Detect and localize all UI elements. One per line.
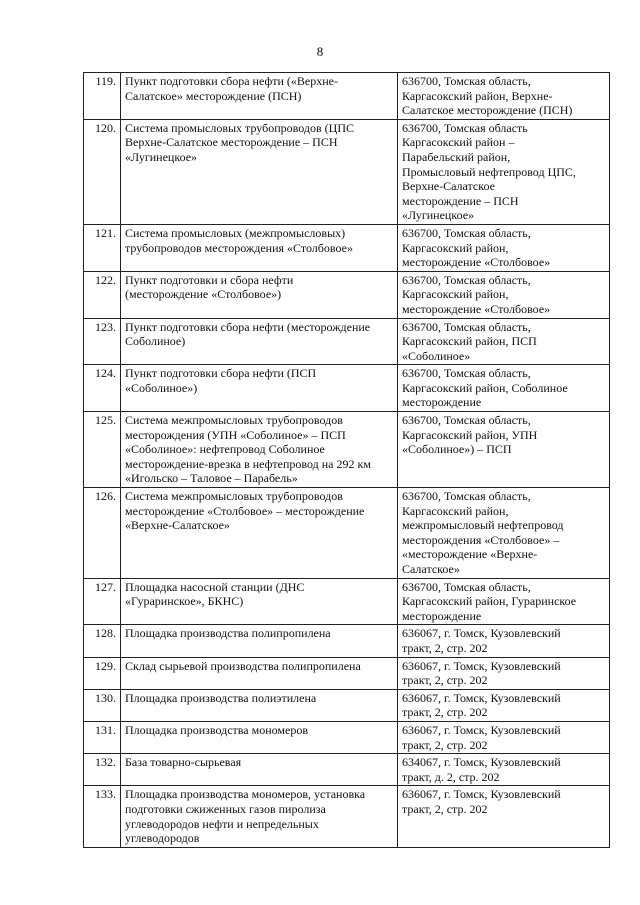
object-name: Склад сырьевой производства полипропилена [125, 658, 361, 673]
row-number: 124. [95, 366, 116, 381]
object-name-cell [121, 721, 398, 753]
object-name-cell [121, 689, 398, 721]
row-number: 121. [95, 225, 116, 240]
object-address: 636700, Томская область, Каргасокский район, месторождение «Столбовое» [402, 225, 551, 270]
object-address: 636067, г. Томск, Кузовлевский тракт, 2, стр. 202 [402, 658, 561, 688]
object-name-cell [121, 488, 398, 579]
object-address: 636067, г. Томск, Кузовлевский тракт, 2, стр. 202 [402, 626, 561, 655]
object-name: Площадка производства мономеров, установка подготовки сжиженных газов пиролиза углеводородов нефти и непредельных углеводородов [125, 787, 366, 846]
object-address: 636700, Томская область, Каргасокский район, межпромысловый нефтепровод месторождения «Столбовое» – «месторождение «Верхне- Салатское» [402, 489, 564, 576]
table-row [84, 625, 610, 657]
row-number-cell [84, 318, 121, 365]
object-name: Пункт подготовки сбора нефти (ПСП «Соболиное») [125, 366, 317, 395]
object-address: 636700, Томская область, Каргасокский район, Соболиное месторождение [402, 366, 568, 410]
object-address-cell [398, 689, 610, 721]
table-row [84, 365, 610, 412]
object-name-cell [121, 271, 398, 318]
object-address-cell [398, 578, 610, 625]
object-address-cell [398, 412, 610, 488]
object-address: 636700, Томская область, Каргасокский район, ПСП «Соболиное» [402, 319, 537, 363]
object-address: 636700, Томская область, Каргасокский район, УПН «Соболиное») – ПСП [402, 413, 538, 457]
object-address-cell [398, 786, 610, 847]
object-name-cell [121, 119, 398, 224]
row-number: 131. [95, 722, 116, 737]
row-number-cell [84, 625, 121, 657]
row-number: 127. [95, 579, 116, 594]
object-name-cell [121, 625, 398, 657]
object-address: 636700, Томская область, Каргасокский район, месторождение «Столбовое» [402, 272, 551, 316]
object-name-cell [121, 754, 398, 786]
table-row [84, 754, 610, 786]
object-address: 636067, г. Томск, Кузовлевский тракт, 2, стр. 202 [402, 787, 561, 816]
object-name: База товарно-сырьевая [125, 755, 242, 770]
row-number: 122. [95, 272, 116, 287]
row-number-cell [84, 786, 121, 847]
object-address-cell [398, 119, 610, 224]
object-address-cell [398, 224, 610, 271]
row-number-cell [84, 119, 121, 224]
registry-table-body [84, 73, 610, 848]
object-name: Площадка производства мономеров [125, 722, 309, 737]
object-address-cell [398, 657, 610, 689]
table-row [84, 73, 610, 120]
object-name: Система межпромысловых трубопроводов месторождение «Столбовое» – месторождение «Верхне-Салатское» [125, 489, 365, 533]
object-name-cell [121, 786, 398, 847]
table-row [84, 578, 610, 625]
table-row [84, 119, 610, 224]
row-number: 123. [95, 319, 116, 334]
object-name: Площадка производства полипропилена [125, 626, 331, 641]
object-name-cell [121, 578, 398, 625]
row-number-cell [84, 412, 121, 488]
row-number: 132. [95, 755, 116, 770]
row-number-cell [84, 754, 121, 786]
object-name: Пункт подготовки и сбора нефти (месторождение «Столбовое») [125, 272, 294, 302]
table-row [84, 657, 610, 689]
object-address: 636067, г. Томск, Кузовлевский тракт, 2, стр. 202 [402, 690, 561, 720]
table-row [84, 721, 610, 753]
row-number-cell [84, 271, 121, 318]
object-address: 636700, Томская область, Каргасокский район, Гураринское месторождение [402, 579, 577, 623]
row-number-cell [84, 224, 121, 271]
row-number: 119. [95, 74, 116, 88]
object-name: Пункт подготовки сбора нефти («Верхне- Салатское» месторождение (ПСН) [125, 74, 338, 103]
row-number: 128. [95, 626, 116, 641]
object-address-cell [398, 754, 610, 786]
row-number: 133. [95, 787, 116, 802]
object-address: 634067, г. Томск, Кузовлевский тракт, д. 2, стр. 202 [402, 755, 561, 784]
object-name-cell [121, 318, 398, 365]
object-name: Пункт подготовки сбора нефти (месторождение Соболиное) [125, 319, 371, 349]
row-number: 120. [95, 120, 116, 135]
object-name-cell [121, 657, 398, 689]
object-name: Система межпромысловых трубопроводов месторождения (УПН «Соболиное» – ПСП «Соболиное»: нефтепровод Соболиное месторождение-врезка в нефтепровод на 292 км «Игольско – Таловое – Парабель» [125, 413, 371, 486]
table-row [84, 689, 610, 721]
row-number-cell [84, 721, 121, 753]
row-number: 125. [95, 413, 116, 428]
table-row [84, 786, 610, 847]
object-address: 636700, Томская область, Каргасокский район, Верхне- Салатское месторождение (ПСН) [402, 74, 573, 118]
object-address-cell [398, 625, 610, 657]
table-row [84, 318, 610, 365]
row-number: 129. [95, 658, 116, 673]
object-address: 636067, г. Томск, Кузовлевский тракт, 2, стр. 202 [402, 722, 561, 752]
object-name: Площадка производства полиэтилена [125, 690, 317, 705]
table-row [84, 271, 610, 318]
row-number: 130. [95, 690, 116, 705]
row-number: 126. [95, 489, 116, 504]
row-number-cell [84, 488, 121, 579]
table-row [84, 488, 610, 579]
object-address-cell [398, 721, 610, 753]
object-name: Система промысловых (межпромысловых) трубопроводов месторождения «Столбовое» [125, 225, 353, 255]
page-number: 8 [316, 44, 324, 59]
object-name: Система промысловых трубопроводов (ЦПС Верхне-Салатское месторождение – ПСН «Лугинецкое» [125, 120, 354, 164]
object-address-cell [398, 365, 610, 412]
object-name-cell [121, 224, 398, 271]
row-number-cell [84, 657, 121, 689]
registry-table [83, 72, 610, 848]
table-row [84, 224, 610, 271]
row-number-cell [84, 578, 121, 625]
object-address-cell [398, 73, 610, 120]
row-number-cell [84, 689, 121, 721]
object-name: Площадка насосной станции (ДНС «Гураринское», БКНС) [125, 579, 305, 609]
object-name-cell [121, 365, 398, 412]
table-row [84, 412, 610, 488]
object-address-cell [398, 271, 610, 318]
row-number-cell [84, 73, 121, 120]
object-name-cell [121, 73, 398, 120]
object-address-cell [398, 318, 610, 365]
object-address: 636700, Томская область Каргасокский район – Парабельский район, Промысловый нефтепровод ЦПС, Верхне-Салатское месторождение – ПСН «Лугинецкое» [402, 120, 576, 223]
object-name-cell [121, 412, 398, 488]
row-number-cell [84, 365, 121, 412]
object-address-cell [398, 488, 610, 579]
